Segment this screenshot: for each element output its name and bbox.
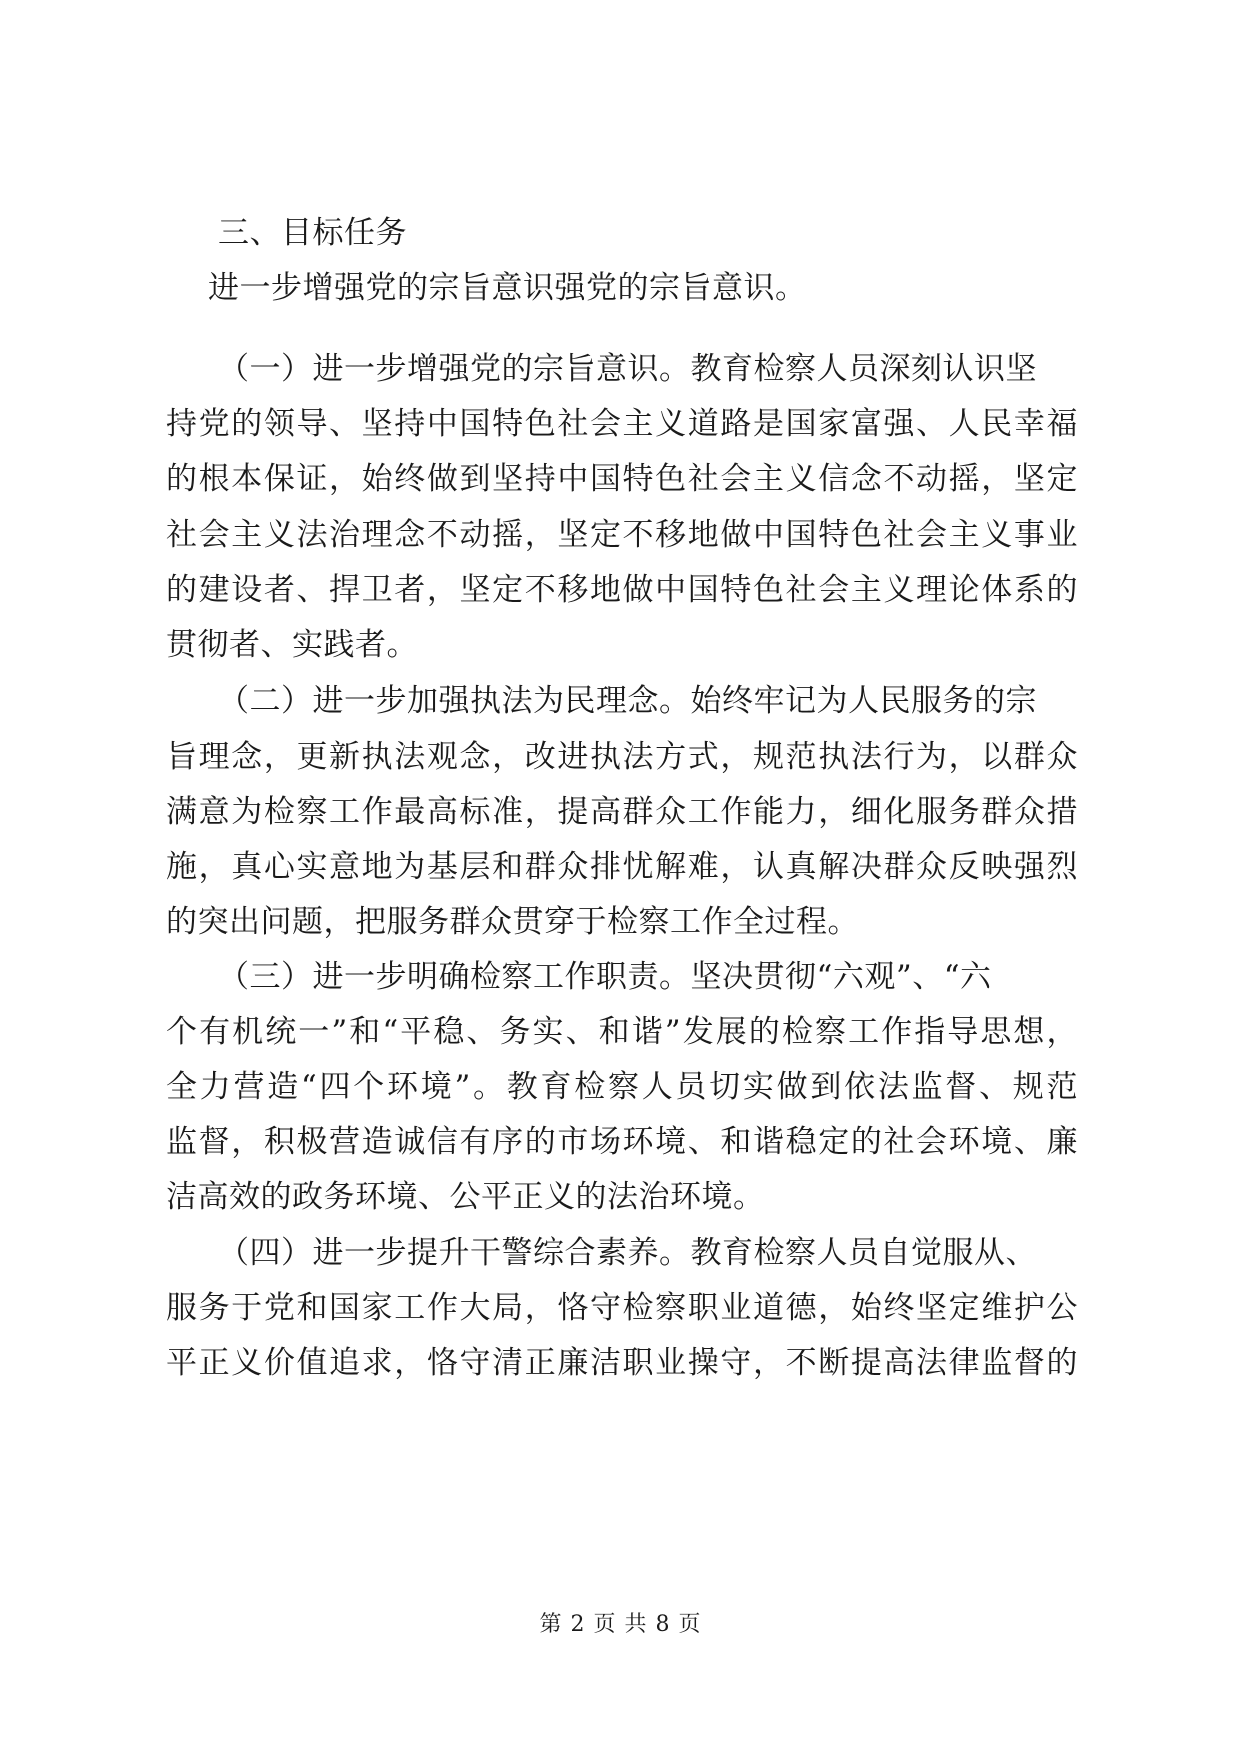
- paragraph-1-line-3: 的根本保证，始终做到坚持中国特色社会主义信念不动摇，坚定: [166, 461, 1078, 497]
- paragraph-2-line-4: 施，真心实意地为基层和群众排忧解难，认真解决群众反映强烈: [166, 849, 1078, 885]
- paragraph-2-line-2: 旨理念，更新执法观念，改进执法方式，规范执法行为，以群众: [166, 739, 1078, 775]
- paragraph-1-line-2: 持党的领导、坚持中国特色社会主义道路是国家富强、人民幸福: [166, 406, 1078, 442]
- paragraph-1-line-6: 贯彻者、实践者。: [166, 627, 418, 663]
- paragraph-3-line-4: 监督，积极营造诚信有序的市场环境、和谐稳定的社会环境、廉: [166, 1124, 1078, 1160]
- paragraph-2-line-3: 满意为检察工作最高标准，提高群众工作能力，细化服务群众措: [166, 794, 1078, 830]
- paragraph-1-line-4: 社会主义法治理念不动摇，坚定不移地做中国特色社会主义事业: [166, 517, 1078, 553]
- paragraph-4-line-3: 平正义价值追求，恪守清正廉洁职业操守，不断提高法律监督的: [166, 1345, 1078, 1381]
- paragraph-1-line-5: 的建设者、捍卫者，坚定不移地做中国特色社会主义理论体系的: [166, 572, 1078, 608]
- intro-sentence: 进一步增强党的宗旨意识强党的宗旨意识。: [208, 270, 807, 306]
- paragraph-3-line-2: 个有机统一”和“平稳、务实、和谐”发展的检察工作指导思想，: [166, 1014, 1078, 1050]
- paragraph-4-line-2: 服务于党和国家工作大局，恪守检察职业道德，始终坚定维护公: [166, 1290, 1078, 1326]
- paragraph-2-line-1: （二）进一步加强执法为民理念。始终牢记为人民服务的宗: [218, 683, 1037, 719]
- paragraph-3-line-3: 全力营造“四个环境”。教育检察人员切实做到依法监督、规范: [166, 1069, 1078, 1105]
- paragraph-2-line-5: 的突出问题，把服务群众贯穿于检察工作全过程。: [166, 904, 859, 940]
- section-heading: 三、目标任务: [218, 215, 407, 251]
- page-number-footer: 第 2 页 共 8 页: [539, 1612, 702, 1637]
- paragraph-1-line-1: （一）进一步增强党的宗旨意识。教育检察人员深刻认识坚: [218, 351, 1037, 387]
- paragraph-4-line-1: （四）进一步提升干警综合素养。教育检察人员自觉服从、: [218, 1235, 1037, 1271]
- paragraph-3-line-5: 洁高效的政务环境、公平正义的法治环境。: [166, 1179, 765, 1215]
- paragraph-3-line-1: （三）进一步明确检察工作职责。坚决贯彻“六观”、“六: [218, 959, 992, 995]
